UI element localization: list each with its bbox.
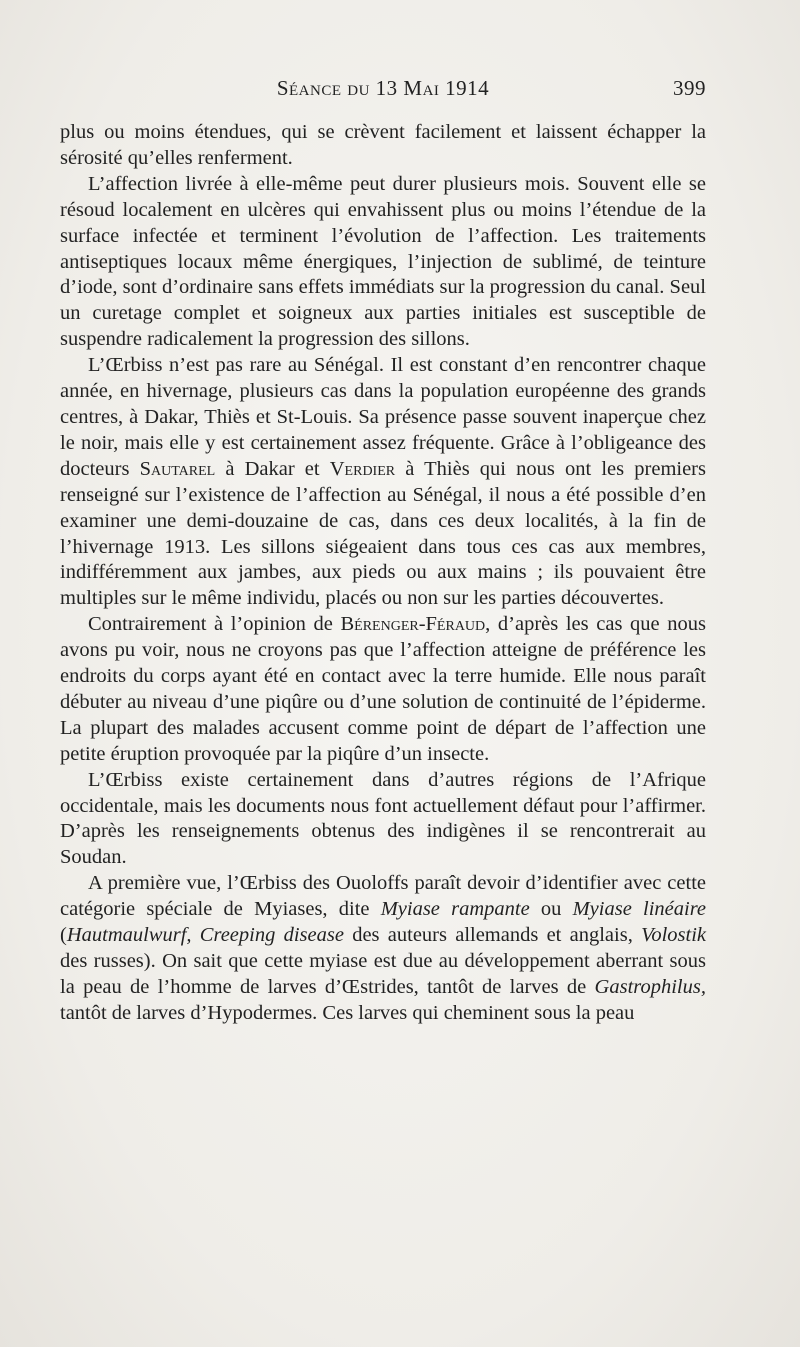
text-run: L’affection livrée à elle-même peut durer plusieurs mois. Souvent elle se résoud localement en ulcères qui envahissent plus ou moins l’étendue de la surface infectée et terminent l’évolution de l’affection. Les traitements antiseptiques locaux même énergiques, l’injection de sublimé, de teinture d’iode, sont d’ordinaire sans effets immédiats sur la progression du canal. Seul un curetage complet et soigneux aux parties initiales est susceptible de suspendre radicalement la progression des sillons.: [60, 172, 706, 351]
author-name: Sautarel: [139, 457, 216, 480]
text-run: à Thiès qui nous ont les premiers renseigné sur l’existence de l’affection au Sénégal, il nous a été possible d’en examiner une demi-douzaine de cas, dans ces deux localités, à la fin de l’hivernage 1913. Les sillons siégeaient dans tous ces cas aux membres, indifféremment aux jambes, aux pieds ou aux mains ; ils pouvaient être multiples sur le même individu, placés ou non sur les parties découvertes.: [60, 457, 706, 610]
text-run: à Dakar et: [215, 457, 330, 480]
text-run: Contrairement à l’opinion de: [88, 613, 341, 636]
italic-term: Volostik: [641, 924, 706, 947]
paragraph: [60, 120, 706, 172]
text-run: , d’après les cas que nous avons pu voir, nous ne croyons pas que l’affection atteigne de préférence les endroits du corps ayant été en contact avec la terre humide. Elle nous paraît débuter au niveau d’une piqûre ou d’une solution de continuité de l’épiderme. La plupart des malades accusent comme point de départ de l’affection une petite éruption provoquée par la piqûre d’un insecte.: [60, 613, 706, 765]
text-run: des auteurs allemands et anglais,: [343, 924, 642, 947]
italic-term: Hautmaulwurf, Creeping disease: [66, 924, 344, 947]
paragraph: [60, 871, 706, 1026]
italic-term: Myiase rampante: [380, 898, 530, 921]
paragraph: [60, 612, 706, 767]
italic-term: Myiase linéaire: [572, 898, 707, 921]
running-head-title: Séance du 13 Mai 1914: [276, 76, 490, 100]
italic-term: Gastrophilus,: [594, 975, 706, 998]
text-run: tantôt de larves d’Hypodermes. Ces larves qui cheminent sous la peau: [60, 1001, 635, 1024]
author-name: Bérenger-Féraud: [340, 613, 486, 636]
page-number: 399: [673, 76, 706, 100]
text-run: L’Œrbiss existe certainement dans d’autres régions de l’Afrique occidentale, mais les documents nous font actuellement défaut pour l’affirmer. D’après les renseignements obtenus des indigènes il se rencontrerait au Soudan.: [60, 768, 706, 869]
running-head: [60, 76, 706, 106]
body-text: [60, 120, 706, 1027]
text-run: A première vue, l’Œrbiss des Ouoloffs paraît devoir d’identifier avec cette catégorie spéciale de Myiases, dite: [60, 872, 706, 921]
text-run: plus ou moins étendues, qui se crèvent facilement et laissent échapper la sérosité qu’elles renferment.: [60, 121, 706, 169]
paragraph: [60, 353, 706, 612]
paragraph: [60, 768, 706, 872]
author-name: Verdier: [329, 457, 396, 480]
text-run: (: [60, 924, 67, 947]
paragraph: [60, 172, 706, 353]
text-run: ou: [529, 898, 573, 921]
text-run: des russes). On sait que cette myiase est due au développement aberrant sous la peau de l’homme de larves d’Œstrides, tantôt de larves de: [60, 950, 706, 998]
text-run: L’Œrbiss n’est pas rare au Sénégal. Il est constant d’en rencontrer chaque année, en hivernage, plusieurs cas dans la population européenne des grands centres, à Dakar, Thiès et St-Louis. Sa présence passe souvent inaperçue chez le noir, mais elle y est certainement assez fréquente. Grâce à l’obligeance des docteurs: [60, 354, 706, 480]
